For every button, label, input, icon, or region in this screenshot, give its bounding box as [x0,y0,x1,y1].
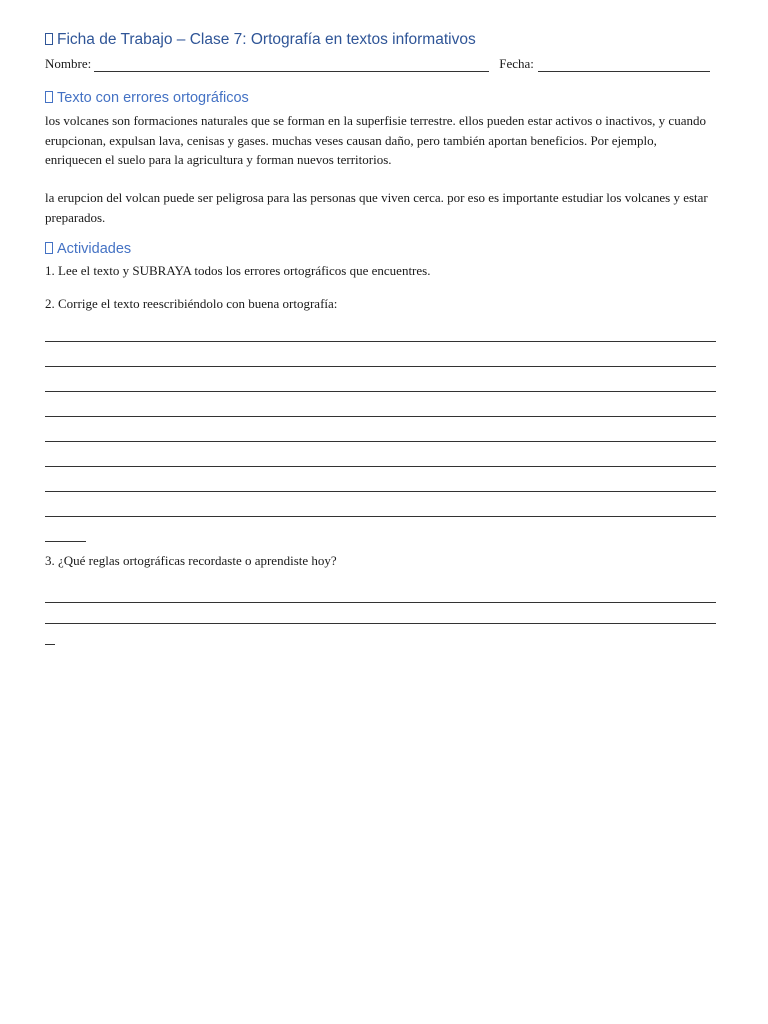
answer-line-6[interactable] [45,466,716,467]
text-paragraph-1: los volcanes son formaciones naturales que se forman en la superfisie terrestre. ellos pueden estar activos o inactivos, y cuando erupcionan, expulsan lava, cenisas y gases. muchas veses causan daño, pero también aportan beneficios. Por ejemplo, enriquecen el suelo para la agricultura y forman nuevos territorios. [45,113,706,167]
name-date-row [45,56,718,72]
activities-heading [45,241,131,257]
pencil-icon [45,242,53,254]
answer-line-1[interactable] [45,341,716,342]
answer-line-3[interactable] [45,391,716,392]
worksheet-title [45,31,476,49]
name-blank-line[interactable] [94,59,489,72]
title-text: Ficha de Trabajo – Clase 7: Ortografía en textos informativos [57,31,476,48]
text-section-heading [45,90,249,106]
text-heading-label: Texto con errores ortográficos [57,90,249,106]
date-blank-line[interactable] [538,59,710,72]
activity-3: 3. ¿Qué reglas ortográficas recordaste o aprendiste hoy? [45,553,337,568]
text-icon [45,91,53,103]
answer-line-9[interactable] [45,541,86,542]
answer-line-4[interactable] [45,416,716,417]
answer-line-7[interactable] [45,491,716,492]
name-label: Nombre: [45,56,92,71]
date-label: Fecha: [499,56,534,71]
answer-line-2[interactable] [45,366,716,367]
reflection-line-3[interactable] [45,644,55,645]
answer-line-5[interactable] [45,441,716,442]
answer-line-8[interactable] [45,516,716,517]
activity-2: 2. Corrige el texto reescribiéndolo con buena ortografía: [45,296,338,311]
document-icon [45,33,53,45]
activity-1: 1. Lee el texto y SUBRAYA todos los errores ortográficos que encuentres. [45,263,431,278]
reflection-line-1[interactable] [45,602,716,603]
reflection-line-2[interactable] [45,623,716,624]
text-paragraph-2: la erupcion del volcan puede ser peligrosa para las personas que viven cerca. por eso es importante estudiar los volcanes y estar preparados. [45,190,708,225]
activities-heading-label: Actividades [57,241,132,257]
